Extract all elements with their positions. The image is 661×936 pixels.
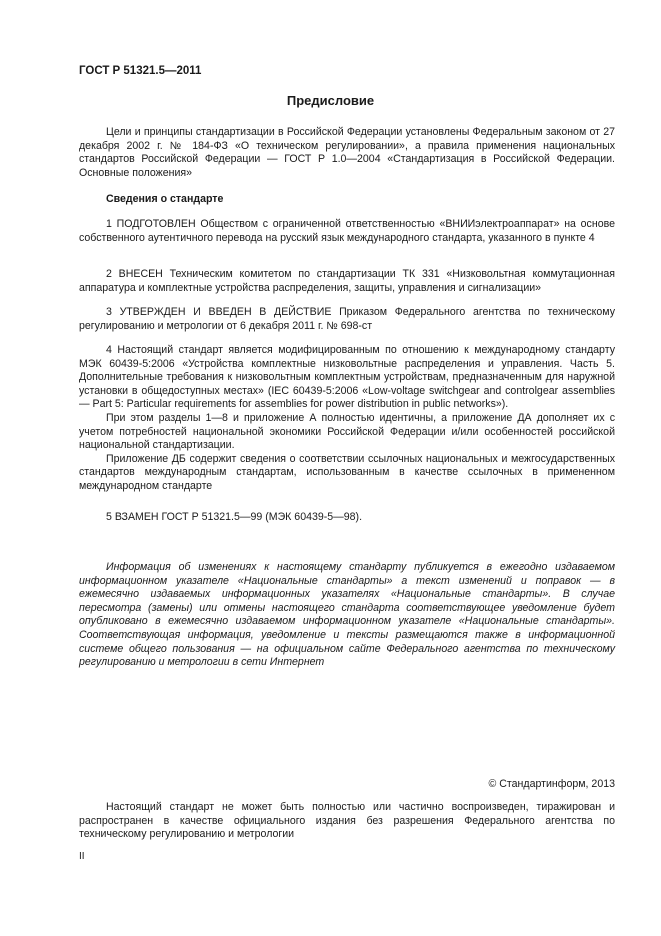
- item-3: [79, 306, 615, 333]
- item-5-text: 5 ВЗАМЕН ГОСТ Р 51321.5—99 (МЭК 60439-5—98).: [106, 511, 363, 523]
- page-title: Предисловие: [286, 93, 375, 108]
- intro-paragraph: Цели и принципы стандартизации в Российской Федерации установлены Федеральным законом от 27 декабря 2002 г. № 184-ФЗ «О техническом регулировании», а правила применения национальных стандартов Российской Федерации — ГОСТ Р 1.0—2004 «Стандартизация в Российской Федерации. Основные положения»: [79, 126, 615, 179]
- item-1: [79, 218, 615, 245]
- item-4-paragraph-2: При этом разделы 1—8 и приложение А полностью идентичны, а приложение ДА дополняет их с учетом потребностей национальной экономики Российской Федерации и/или особенностей российской национальной стандартизации.: [79, 411, 615, 452]
- item-4-paragraph-3: Приложение ДБ содержит сведения о соответствии ссылочных национальных и межгосударственных стандартов международным стандартам, использованным в качестве ссылочных в примененном международном стандарте: [79, 452, 615, 492]
- item-4-text: 4 Настоящий стандарт является модифицированным по отношению к международному стандарту МЭК 60439-5:2006 «Устройства комплектные низковольтные распределения и управления. Часть 5. Дополнительные требования к низковольтным комплектным устройствам, предназначенным для наружной установки в общедоступных местах» (IEC 60439-5:2006 «Low-voltage switchgear and controlgear assemblies — Part 5: Particular requirements for assemblies for power distribution in public networks»).: [79, 344, 615, 411]
- reproduction-paragraph: Настоящий стандарт не может быть полностью или частично воспроизведен, тиражирован и распространен в качестве официального издания без разрешения Федерального агентства по техническому регулированию и метрологии: [79, 801, 615, 841]
- notice-paragraph: Информация об изменениях к настоящему стандарту публикуется в ежегодно издаваемом информационном указателе «Национальные стандарты» а текст изменений и поправок — в ежемесячно издаваемых информационных указателях «Национальные стандарты». В случае пересмотра (замены) или отмены настоящего стандарта соответствующее уведомление будет опубликовано в ежемесячно издаваемом информационном указателе «Национальные стандарты». Соответствующая информация, уведомление и тексты размещаются также в информационной системе общего пользования — на официальном сайте Федерального агентства по техническому регулированию и метрологии в сети Интернет: [79, 561, 615, 669]
- notice-section: [79, 561, 615, 670]
- item-3-text: 3 УТВЕРЖДЕН И ВВЕДЕН В ДЕЙСТВИЕ Приказом Федерального агентства по техническому регулированию и метрологии от 6 декабря 2011 г. № 698-ст: [79, 306, 615, 332]
- intro-section: [79, 126, 615, 180]
- reproduction-section: [79, 801, 615, 842]
- item-2-text: 2 ВНЕСЕН Техническим комитетом по стандартизации ТК 331 «Низковольтная коммутационная аппаратура и комплектные устройства распределения, защиты, управления и сигнализации»: [79, 268, 615, 294]
- item-5: [79, 511, 615, 525]
- page-number: II: [79, 851, 85, 862]
- copyright-line: © Стандартинформ, 2013: [488, 778, 615, 790]
- section-heading-wrap: [79, 193, 615, 207]
- section-heading: Сведения о стандарте: [106, 193, 224, 205]
- item-4: [79, 344, 615, 494]
- item-2: [79, 268, 615, 295]
- document-code: ГОСТ Р 51321.5—2011: [79, 65, 202, 77]
- item-1-text: 1 ПОДГОТОВЛЕН Обществом с ограниченной ответственностью «ВНИИэлектроаппарат» на основе собственного аутентичного перевода на русский язык международного стандарта, указанного в пункте 4: [79, 218, 615, 244]
